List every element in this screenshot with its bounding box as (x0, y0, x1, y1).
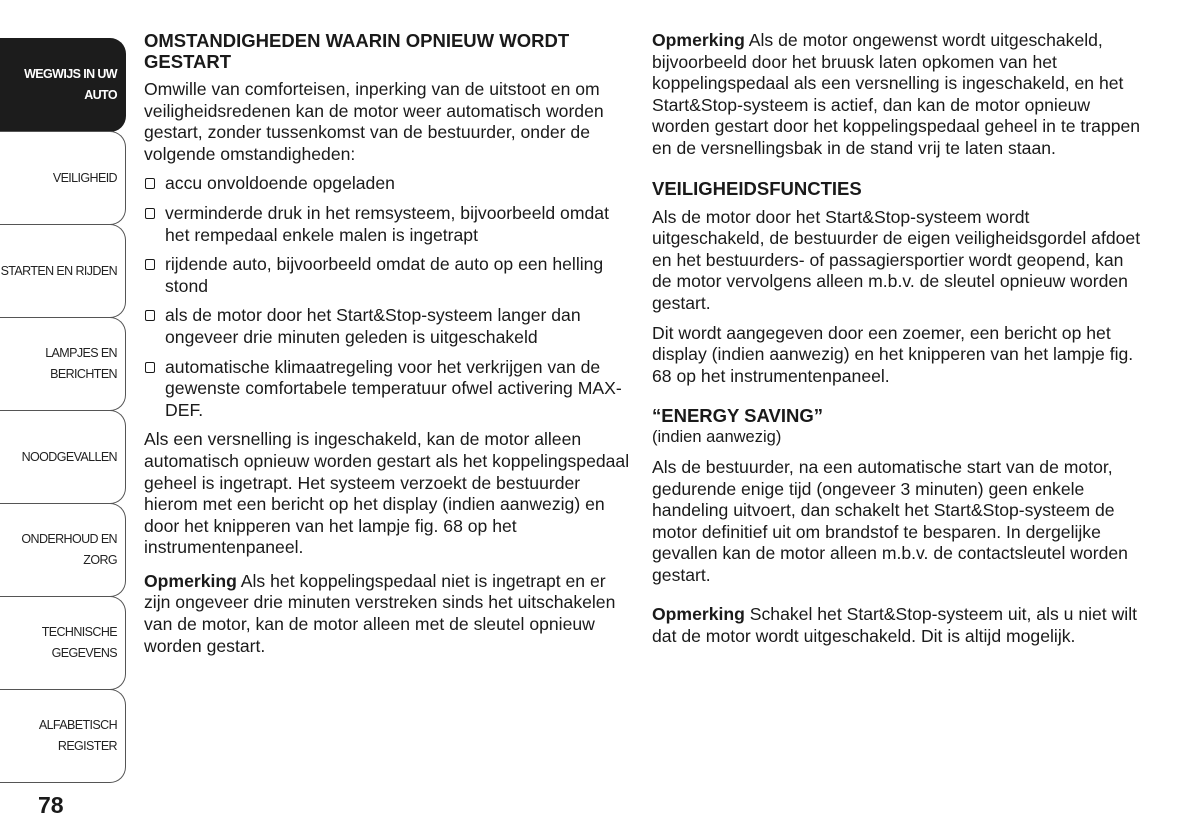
note-paragraph (144, 571, 630, 657)
body-paragraph: Als de bestuurder, na een automatische start van de motor, gedurende enige tijd (ongeveer 3 minuten) geen enkele handeling uitvoert, dan schakelt het Start&Stop-systeem de motor definitief uit om brandstof te besparen. In dergelijke gevallen kan de motor alleen m.b.v. de contactsleutel worden gestart. (652, 456, 1128, 585)
note-text: Als het koppelingspedaal niet is ingetrapt en er zijn ongeveer drie minuten verstreken sinds het uitschakelen van de motor, kan de motor alleen met de sleutel opnieuw worden gestart. (144, 570, 616, 656)
tab-noodgevallen[interactable] (0, 410, 126, 504)
list-item: accu onvoldoende opgeladen (144, 173, 630, 195)
note-label: Opmerking (652, 30, 745, 50)
tab-veiligheid[interactable] (0, 131, 126, 225)
list-item: rijdende auto, bijvoorbeeld omdat de auto op een helling stond (144, 254, 630, 297)
tab-onderhoud-en-zorg[interactable] (0, 503, 126, 597)
tab-label-line: WEGWIJS IN UW (24, 67, 117, 81)
left-column (144, 30, 630, 665)
note-text: Als de motor ongewenst wordt uitgeschakeld, bijvoorbeeld door het bruusk laten opkomen van het koppelingspedaal als een versnelling is ingeschakeld, en het Start&Stop-systeem is actief, dan kan de motor opnieuw worden gestart door het koppelingspedaal geheel in te trappen en de versnellingsbak in de stand vrij te laten staan. (652, 30, 1141, 158)
tab-technische-gegevens[interactable] (0, 596, 126, 690)
list-item: als de motor door het Start&Stop-systeem langer dan ongeveer drie minuten geleden is uitgeschakeld (144, 305, 630, 348)
page-number: 78 (38, 792, 64, 818)
section-heading: VEILIGHEIDSFUNCTIES (652, 177, 862, 199)
tab-wegwijs-in-uw-auto[interactable] (0, 38, 126, 132)
body-paragraph: Als een versnelling is ingeschakeld, kan de motor alleen automatisch opnieuw worden gestart als het koppelingspedaal geheel is ingetrapt. Het systeem verzoekt de bestuurder hierom met een bericht op het display (indien aanwezig) en door het knipperen van het lampje fig. 68 op het instrumentenpaneel. (144, 429, 630, 558)
list-item: verminderde druk in het remsysteem, bijvoorbeeld omdat het rempedaal enkele malen is ingetrapt (144, 203, 630, 246)
note-paragraph (652, 604, 1142, 647)
tab-label-line: NOODGEVALLEN (21, 449, 117, 464)
tab-label-line: ONDERHOUD EN (21, 532, 117, 546)
tab-label-line: STARTEN EN RIJDEN (0, 263, 117, 278)
intro-paragraph: Omwille van comforteisen, inperking van de uitstoot en om veiligheidsredenen kan de motor weer automatisch worden gestart, zonder tussenkomst van de bestuurder, onder de volgende omstandigheden: (144, 79, 604, 164)
tab-label-line: REGISTER (57, 739, 117, 753)
conditions-list (144, 173, 630, 421)
note-label: Opmerking (144, 570, 237, 591)
right-column (652, 30, 1142, 656)
tab-alfabetisch-register[interactable] (0, 689, 126, 783)
tab-starten-en-rijden[interactable] (0, 224, 126, 318)
section-heading: OMSTANDIGHEDEN WAARIN OPNIEUW WORDT GESTART (144, 30, 570, 72)
tab-label-line: LAMPJES EN (45, 346, 117, 360)
tab-label-line: VEILIGHEID (52, 170, 117, 185)
note-paragraph (652, 30, 1142, 160)
list-item: automatische klimaatregeling voor het verkrijgen van de gewenste comfortabele temperatuur ofwel activering MAX-DEF. (144, 357, 630, 422)
tab-label-line: ZORG (83, 553, 117, 567)
tab-label-line: GEGEVENS (51, 646, 117, 660)
tab-label-line: TECHNISCHE (41, 625, 117, 639)
tab-label-line: ALFABETISCH (38, 718, 117, 732)
tab-label-line: BERICHTEN (50, 367, 117, 381)
tab-lampjes-en-berichten[interactable] (0, 317, 126, 411)
section-heading: “ENERGY SAVING” (652, 405, 823, 427)
body-paragraph: Als de motor door het Start&Stop-systeem wordt uitgeschakeld, de bestuurder de eigen veiligheidsgordel afdoet en het bestuurders- of passagiersportier wordt geopend, kan de motor vervolgens alleen m.b.v. de sleutel opnieuw worden gestart. (652, 206, 1141, 313)
chapter-sidebar (0, 38, 127, 790)
note-text: Schakel het Start&Stop-systeem uit, als u niet wilt dat de motor wordt uitgeschakeld. Dit is altijd mogelijk. (652, 604, 1137, 647)
section-subtitle: (indien aanwezig) (652, 428, 782, 447)
tab-label-line: AUTO (84, 88, 117, 102)
body-paragraph: Dit wordt aangegeven door een zoemer, een bericht op het display (indien aanwezig) en het knipperen van het lampje fig. 68 op het instrumentenpaneel. (652, 322, 1134, 386)
note-label: Opmerking (652, 604, 745, 625)
